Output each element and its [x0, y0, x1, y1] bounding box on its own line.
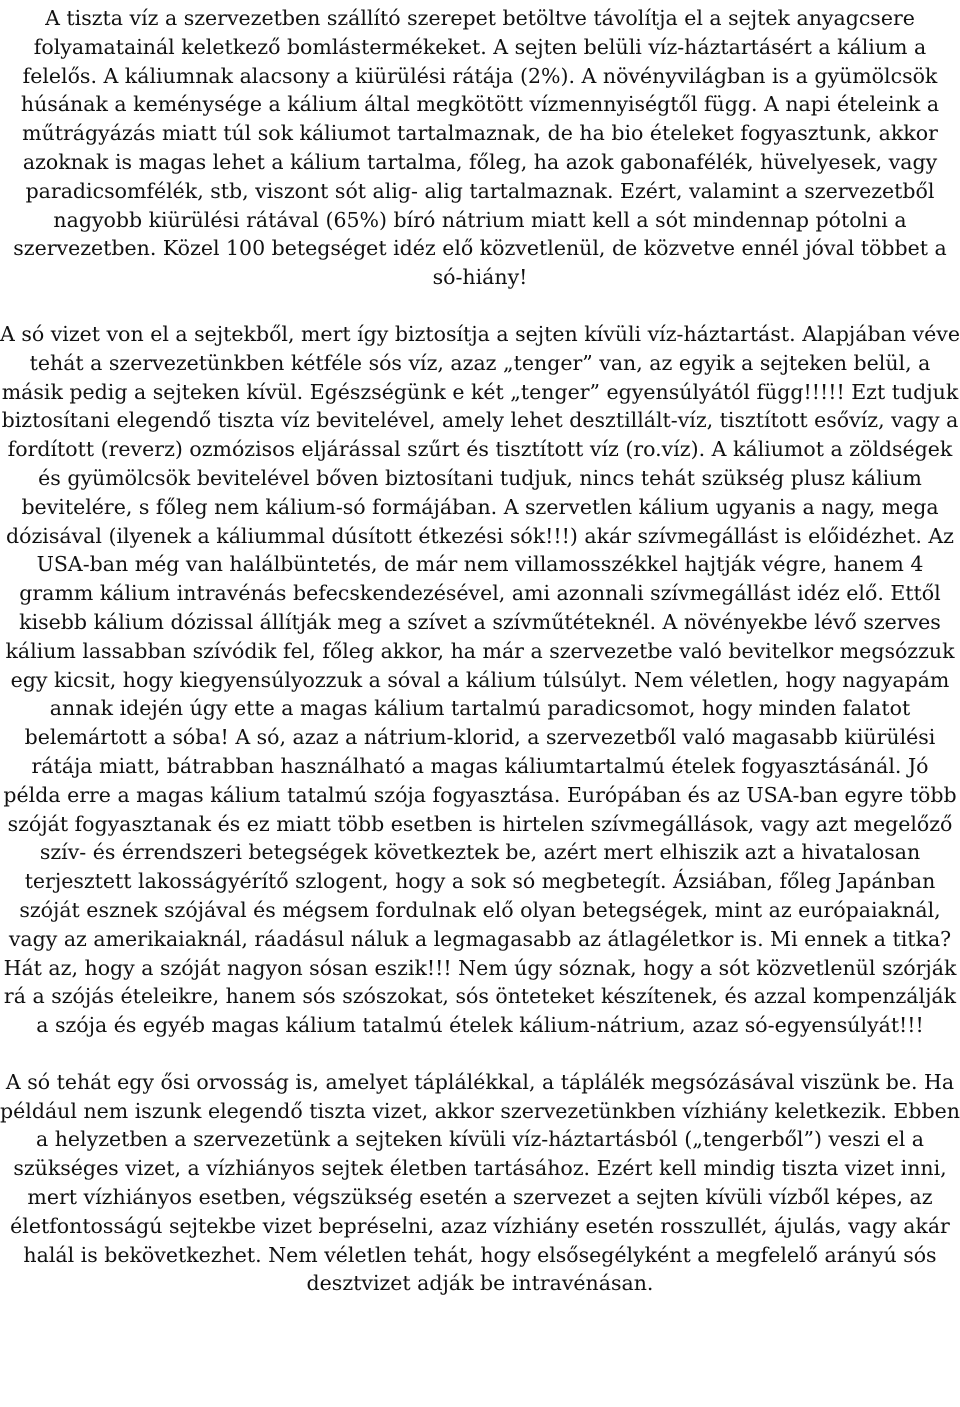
paragraph-salt-remedy: A só tehát egy ősi orvosság is, amelyet táplálékkal, a táplálék megsózásával viszünk be. Ha például nem iszunk elegendő tiszta vizet, akkor szervezetünkben vízhiány keletkezik. Ebben a helyzetben a szervezetünk a sejteken kívüli víz-háztartásból („tengerből”) veszi el a szükséges vizet, a vízhiányos sejtek életben tartásához. Ezért kell mindig tiszta vizet inni, mert vízhiányos esetben, végszükség esetén a szervezet a sejten kívüli vízből képes, az életfontosságú sejtekbe vizet bepréselni, azaz vízhiány esetén rosszullét, ájulás, vagy akár halál is bekövetkezhet. Nem véletlen tehát, hogy elsősegélyként a megfelelő arányú sós desztvizet adják be intravénásan.: [0, 1069, 960, 1296]
paragraph-salt-balance: A só vizet von el a sejtekből, mert így biztosítja a sejten kívüli víz-háztartást. Alapjában véve tehát a szervezetünkben kétféle sós víz, azaz „tenger” van, az egyik a sejteken belül, a másik pedig a sejteken kívül. Egészségünk e két „tenger” egyensúlyától függ!!!!! Ezt tudjuk biztosítani elegendő tiszta víz bevitelével, amely lehet desztillált-víz, tisztított esővíz, vagy a fordított (reverz) ozmózisos eljárással szűrt és tisztított víz (ro.víz). A káliumot a zöldségek és gyümölcsök bevitelével bőven biztosítani tudjuk, nincs tehát szükség plusz kálium bevitelére, s főleg nem kálium-só formájában. A szervetlen kálium ugyanis a nagy, mega dózisával (ilyenek a káliummal dúsított étkezési sók!!!) akár szívmegállást is előidézhet. Az USA-ban még van halálbüntetés, de már nem villamosszékkel hajtják végre, hanem 4 gramm kálium intravénás befecskendezésével, ami azonnali szívmegállást idéz elő. Ettől kisebb kálium dózissal állítják meg a szívet a szívműtéteknél. A növényekbe lévő szerves kálium lassabban szívódik fel, főleg akkor, ha már a szervezetbe való bevitelkor megsózzuk egy kicsit, hogy kiegyensúlyozzuk a sóval a kálium túlsúlyt. Nem véletlen, hogy nagyapám annak idején úgy ette a magas kálium tartalmú paradicsomot, hogy minden falatot belemártott a sóba! A só, azaz a nátrium-klorid, a szervezetből való magasabb kiürülési rátája miatt, bátrabban használható a magas káliumtartalmú ételek fogyasztásánál. Jó példa erre a magas kálium tatalmú szója fogyasztása. Európában és az USA-ban egyre több szóját fogyasztanak és ez miatt több esetben is hirtelen szívmegállások, vagy azt megelőző szív- és érrendszeri betegségek következtek be, azért mert elhiszik azt a hivatalosan terjesztett lakosságyérítő szlogent, hogy a sok só megbetegít. Ázsiában, főleg Japánban szóját esznek szójával és mégsem fordulnak elő olyan betegségek, mint az európaiaknál, vagy az amerikaiaknál, ráadásul náluk a legmagasabb az átlagéletkor is. Mi ennek a titka? Hát az, hogy a szóját nagyon sósan eszik!!! Nem úgy sóznak, hogy a sót közvetlenül szórják rá a szójás ételeikre, hanem sós szószokat, sós önteteket készítenek, és azzal kompenzálják a szója és egyéb magas kálium tatalmú ételek kálium-nátrium, azaz só-egyensúlyát!!!: [0, 321, 960, 1038]
paragraph-potassium-water: A tiszta víz a szervezetben szállító szerepet betöltve távolítja el a sejtek anyagcsere folyamatainál keletkező bomlástermékeket. A sejten belüli víz-háztartásért a kálium a felelős. A káliumnak alacsony a kiürülési rátája (2%). A növényvilágban is a gyümölcsök húsának a keménysége a kálium által megkötött vízmennyiségtől függ. A napi ételeink a műtrágyázás miatt túl sok káliumot tartalmaznak, de ha bio ételeket fogyasztunk, akkor azoknak is magas lehet a kálium tartalma, főleg, ha azok gabonafélék, hüvelyesek, vagy paradicsomfélék, stb, viszont sót alig- alig tartalmaznak. Ezért, valamint a szervezetből nagyobb kiürülési rátával (65%) bíró nátrium miatt kell a sót mindennap pótolni a szervezetben. Közel 100 betegséget idéz elő közvetlenül, de közvetve ennél jóval többet a só-hiány!: [13, 6, 947, 290]
